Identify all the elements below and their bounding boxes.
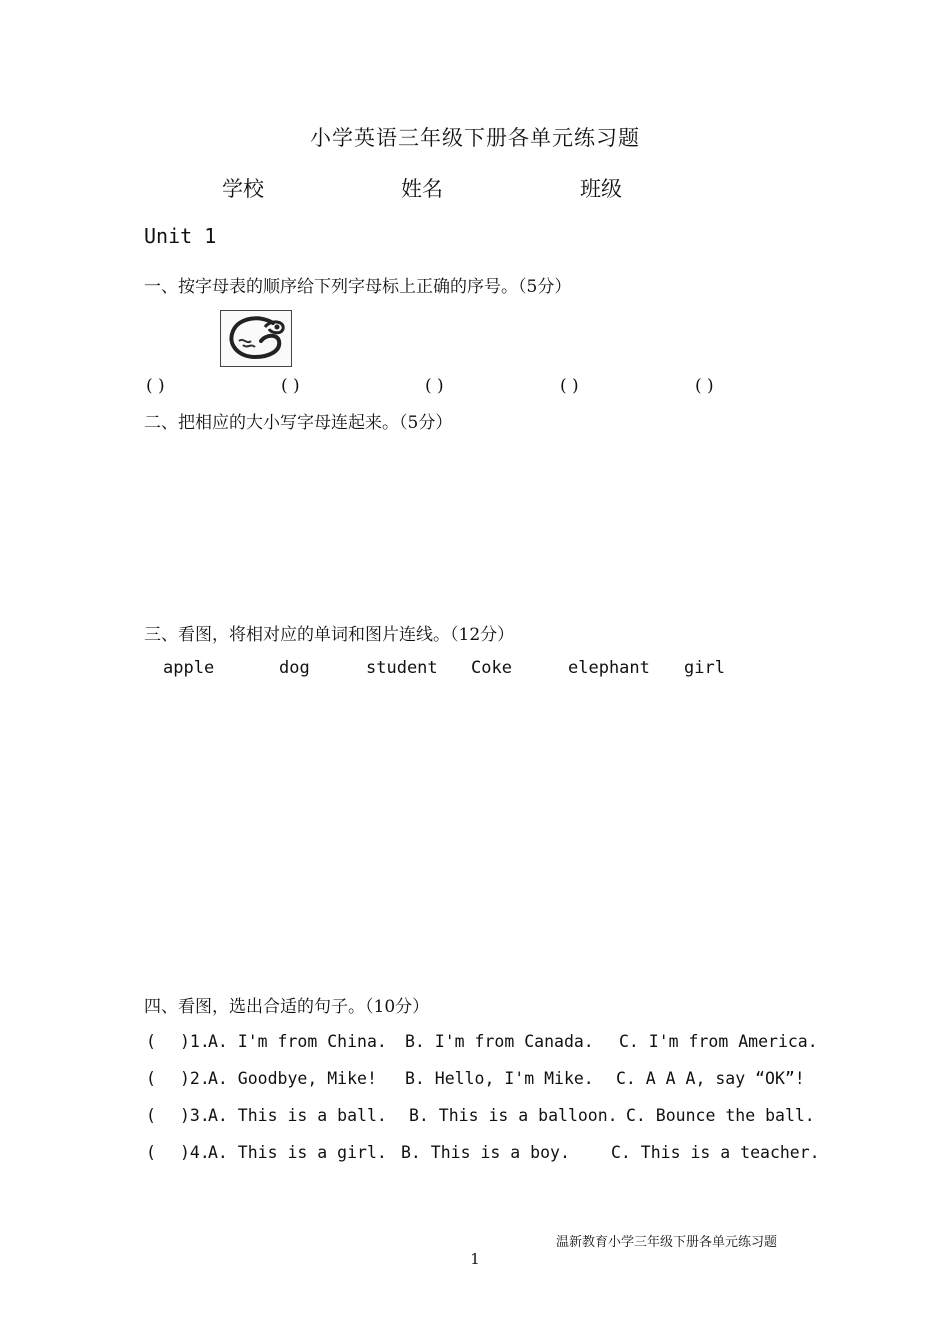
word-coke: Coke <box>471 658 512 678</box>
section4-heading: 四、看图，选出合适的句子。（10分） <box>144 997 430 1017</box>
question-number: )3. <box>180 1106 210 1125</box>
answer-blank[interactable]: ( ) <box>695 376 714 396</box>
question-paren[interactable]: ( <box>146 1069 156 1088</box>
option-a: A. Goodbye, Mike! <box>208 1069 377 1088</box>
section3-heading: 三、看图，将相对应的单词和图片连线。（12分） <box>144 625 515 645</box>
question-number: )1. <box>180 1032 210 1051</box>
option-a: A. This is a girl. <box>208 1143 387 1162</box>
question-number: )4. <box>180 1143 210 1162</box>
question-paren[interactable]: ( <box>146 1106 156 1125</box>
page-title: 小学英语三年级下册各单元练习题 <box>310 126 640 150</box>
word-dog: dog <box>279 658 310 678</box>
section2-heading: 二、把相应的大小写字母连起来。（5分） <box>144 413 453 433</box>
calligraphy-letter-icon <box>220 310 292 367</box>
name-label: 姓名 <box>401 177 443 201</box>
word-girl: girl <box>684 658 725 678</box>
school-label: 学校 <box>222 177 264 201</box>
option-c: C. A A A, say “OK”! <box>616 1069 805 1088</box>
option-b: B. This is a balloon. <box>409 1106 618 1125</box>
unit-heading: Unit 1 <box>144 224 217 248</box>
page-footer: 温新教育小学三年级下册各单元练习题 <box>556 1235 778 1250</box>
section1-heading: 一、按字母表的顺序给下列字母标上正确的序号。（5分） <box>144 277 572 297</box>
option-c: C. Bounce the ball. <box>626 1106 815 1125</box>
option-c: C. This is a teacher. <box>611 1143 820 1162</box>
option-b: B. This is a boy. <box>401 1143 570 1162</box>
word-apple: apple <box>163 658 215 678</box>
answer-blank[interactable]: ( ) <box>425 376 444 396</box>
word-elephant: elephant <box>568 658 650 678</box>
question-number: )2. <box>180 1069 210 1088</box>
class-label: 班级 <box>580 177 622 201</box>
option-a: A. I'm from China. <box>208 1032 387 1051</box>
option-c: C. I'm from America. <box>619 1032 818 1051</box>
answer-blank[interactable]: ( ) <box>560 376 579 396</box>
option-b: B. Hello, I'm Mike. <box>405 1069 594 1088</box>
page-number: 1 <box>470 1250 480 1268</box>
answer-blank[interactable]: ( ) <box>146 376 165 396</box>
option-b: B. I'm from Canada. <box>405 1032 594 1051</box>
option-a: A. This is a ball. <box>208 1106 387 1125</box>
word-student: student <box>366 658 438 678</box>
question-paren[interactable]: ( <box>146 1143 156 1162</box>
answer-blank[interactable]: ( ) <box>281 376 300 396</box>
question-paren[interactable]: ( <box>146 1032 156 1051</box>
